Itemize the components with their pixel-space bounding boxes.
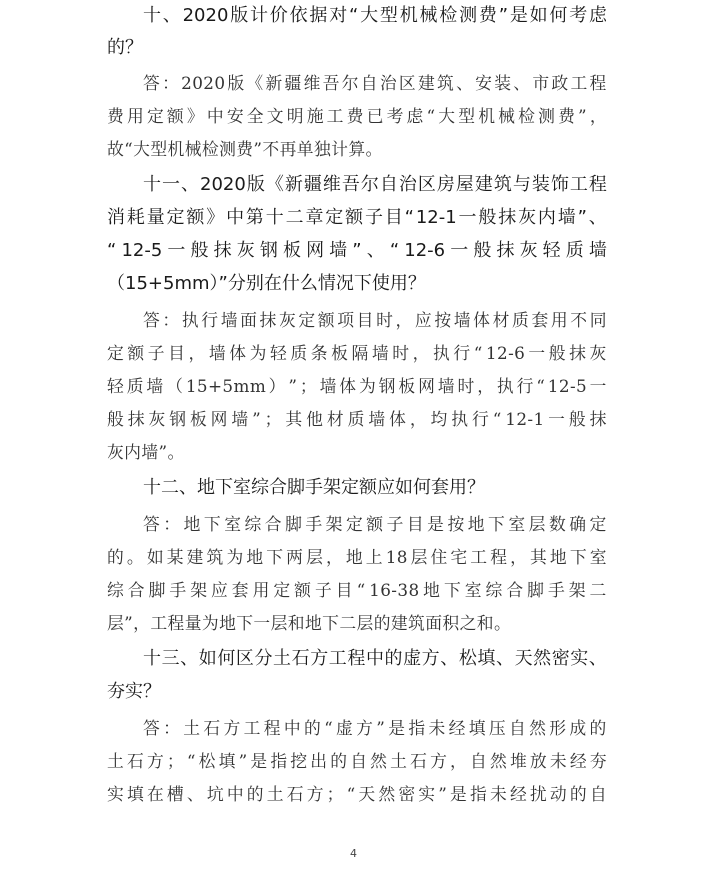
question-line: “ 12-5 一 般 抹 灰 钢 板 网 墙 ” 、 “ 12-6 一 般 抹 灰 轻 质 墙: [107, 240, 607, 261]
answer-line: 灰内墙”。: [107, 442, 185, 462]
answer-line: 轻 质 墙 （ 15+5mm ） ” ； 墙 体 为 钢 板 网 墙 时 ， 执 行 “ 12-5 一: [107, 376, 607, 396]
answer-line: 的 。 如 某 建 筑 为 地 下 两 层 ， 地 上 18 层 住 宅 工 程 ， 其 地 下 室: [107, 547, 607, 567]
page-number: 4: [350, 847, 357, 860]
answer-line: 答 ： 土 石 方 工 程 中 的 “ 虚 方 ” 是 指 未 经 填 压 自 然 形 成 的: [143, 718, 607, 738]
answer-line: 答 ： 执 行 墙 面 抹 灰 定 额 项 目 时 ， 应 按 墙 体 材 质 套 用 不 同: [143, 310, 607, 330]
answer-line: 定 额 子 目 ， 墙 体 为 轻 质 条 板 隔 墙 时 ， 执 行 “ 12-6 一 般 抹 灰: [107, 343, 607, 363]
question-line: 夯实？: [107, 681, 161, 702]
question-line: 十 三 、 如 何 区 分 土 石 方 工 程 中 的 虚 方 、 松 填 、 天 然 密 实 、: [143, 648, 607, 669]
question-line: 消 耗 量 定 额 》 中 第 十 二 章 定 额 子 目 “ 12-1 一 般 抹 灰 内 墙 ” 、: [107, 207, 607, 228]
answer-line: 费 用 定 额 》 中 安 全 文 明 施 工 费 已 考 虑 “ 大 型 机 械 检 测 费 ” ，: [107, 106, 607, 126]
answer-line: 般 抹 灰 钢 板 网 墙 ” ； 其 他 材 质 墙 体 ， 均 执 行 “ 12-1 一 般 抹: [107, 409, 607, 429]
answer-line: 综 合 脚 手 架 应 套 用 定 额 子 目 “ 16-38 地 下 室 综 合 脚 手 架 二: [107, 580, 607, 600]
answer-line: 答 ： 2020 版 《 新 疆 维 吾 尔 自 治 区 建 筑 、 安 装 、 市 政 工 程: [143, 73, 607, 93]
question-line: （15+5mm）”分别在什么情况下使用？: [107, 273, 426, 294]
answer-line: 故“大型机械检测费”不再单独计算。: [107, 139, 383, 159]
question-line: 十 一 、 2020 版 《 新 疆 维 吾 尔 自 治 区 房 屋 建 筑 与 装 饰 工 程: [143, 174, 607, 195]
question-line: 的？: [107, 37, 143, 58]
answer-line: 土 石 方 ； “ 松 填 ” 是 指 挖 出 的 自 然 土 石 方 ， 自 然 堆 放 未 经 夯: [107, 751, 607, 771]
question-line: 十二、地下室综合脚手架定额应如何套用？: [143, 477, 485, 498]
question-line: 十 、 2020 版 计 价 依 据 对 “ 大 型 机 械 检 测 费 ” 是 如 何 考 虑: [143, 5, 607, 26]
answer-line: 实 填 在 槽 、 坑 中 的 土 石 方 ； “ 天 然 密 实 ” 是 指 未 经 扰 动 的 自: [107, 784, 607, 804]
answer-line: 答 ： 地 下 室 综 合 脚 手 架 定 额 子 目 是 按 地 下 室 层 数 确 定: [143, 514, 607, 534]
answer-line: 层”，工程量为地下一层和地下二层的建筑面积之和。: [107, 613, 512, 633]
